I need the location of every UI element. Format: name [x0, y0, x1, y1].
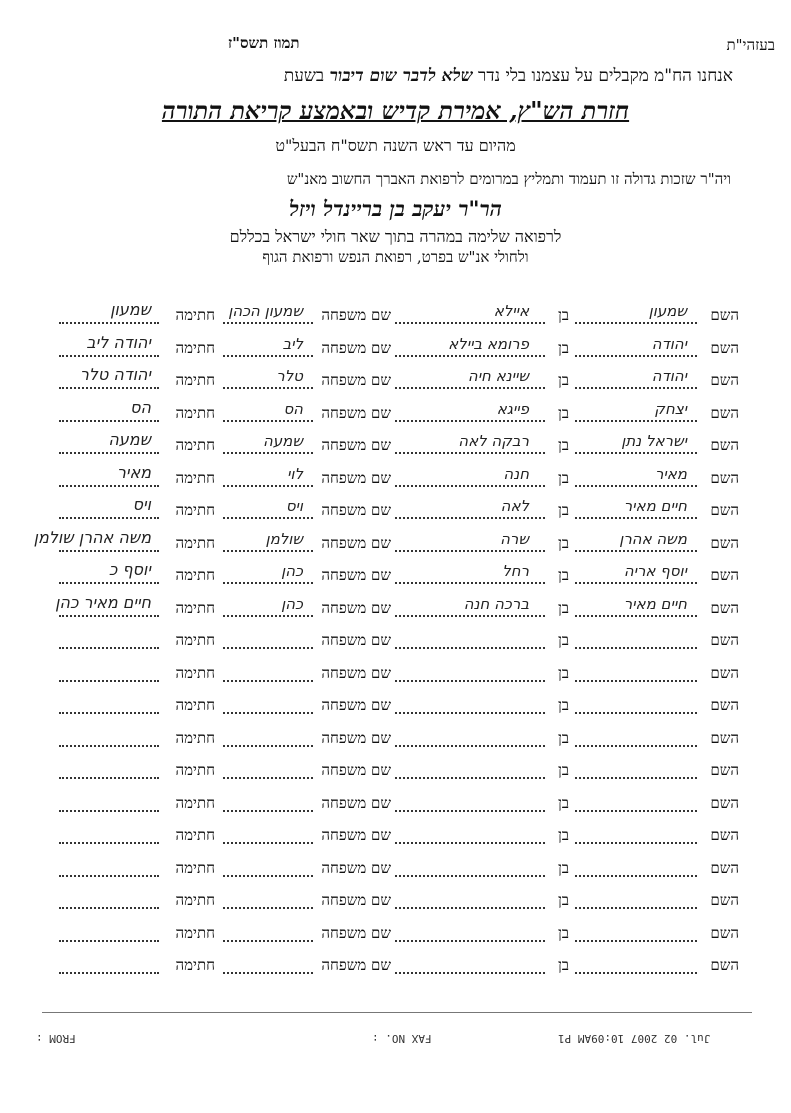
name-line[interactable]: [575, 322, 697, 324]
ben-label: בן: [557, 826, 569, 844]
signature-value: יוסף כ: [108, 560, 151, 579]
name-line[interactable]: [575, 777, 697, 779]
signature-label: חתימה: [175, 468, 215, 487]
ben-label: בן: [557, 436, 569, 454]
signature-row: [0, 885, 791, 915]
signature-label: חתימה: [175, 728, 215, 747]
name-line[interactable]: [575, 355, 697, 357]
name-label: השם: [710, 371, 739, 389]
signature-row: [0, 495, 791, 525]
family-line[interactable]: [223, 647, 313, 649]
name-line[interactable]: [575, 680, 697, 682]
name-label: השם: [710, 858, 739, 877]
patient-name: הר"ר יעקב בן בריינדל ויזל: [289, 196, 502, 221]
family-label: שם משפחה: [321, 761, 391, 779]
signature-row: [0, 430, 791, 460]
family-line[interactable]: [223, 842, 313, 844]
signature-row: [0, 365, 791, 395]
signature-line[interactable]: [59, 582, 159, 584]
name-label: השם: [710, 403, 739, 422]
family-line[interactable]: [223, 712, 313, 714]
name-label: השם: [710, 891, 739, 909]
signature-row: [0, 950, 791, 980]
family-label: שם משפחה: [321, 566, 391, 584]
signature-row: [0, 333, 791, 363]
name-line[interactable]: [575, 875, 697, 877]
name-value: חיים מאיר: [623, 497, 687, 515]
signature-row: [0, 560, 791, 590]
signature-value: ויס: [132, 495, 151, 514]
signature-row: [0, 690, 791, 720]
mother-line[interactable]: [395, 355, 545, 357]
signature-label: חתימה: [175, 891, 215, 909]
pledge-title: חזרת הש"ץ, אמירת קדיש ובאמצע קריאת התורה: [161, 96, 630, 125]
family-label: שם משפחה: [321, 891, 391, 909]
family-value: כהן: [281, 562, 303, 580]
mother-line[interactable]: [395, 550, 545, 552]
family-line[interactable]: [223, 777, 313, 779]
mother-line[interactable]: [395, 517, 545, 519]
signature-label: חתימה: [175, 663, 215, 682]
signature-line[interactable]: [59, 355, 159, 357]
ben-label: בן: [557, 501, 569, 519]
family-line[interactable]: [223, 940, 313, 942]
mother-line[interactable]: [395, 972, 545, 974]
mother-line[interactable]: [395, 940, 545, 942]
signature-line[interactable]: [59, 322, 159, 324]
family-value: ליב: [282, 334, 303, 353]
signature-row: [0, 658, 791, 688]
family-label: שם משפחה: [321, 826, 391, 844]
signature-row: [0, 528, 791, 558]
family-line[interactable]: [223, 810, 313, 812]
mother-value: לאה: [500, 497, 529, 515]
family-line[interactable]: [223, 680, 313, 682]
mother-line[interactable]: [395, 842, 545, 844]
pledge-bold: שלא לדבר שום דיבור: [329, 66, 473, 86]
name-label: השם: [710, 696, 739, 714]
ben-label: בן: [557, 663, 569, 682]
family-label: שם משפחה: [321, 338, 391, 357]
mother-line[interactable]: [395, 322, 545, 324]
name-value: מאיר: [654, 464, 687, 483]
name-label: השם: [710, 728, 739, 747]
signature-line[interactable]: [59, 777, 159, 779]
pledge-suffix: בשעת: [283, 66, 330, 86]
name-line[interactable]: [575, 517, 697, 519]
signature-line[interactable]: [59, 972, 159, 974]
ben-label: בן: [557, 338, 569, 357]
family-label: שם משפחה: [321, 728, 391, 747]
family-line[interactable]: [223, 550, 313, 552]
signature-row: [0, 918, 791, 948]
signature-row: [0, 755, 791, 785]
name-label: השם: [710, 468, 739, 487]
family-value: טלר: [276, 367, 303, 385]
name-value: יצחק: [654, 399, 687, 418]
ben-label: בן: [557, 566, 569, 584]
signature-row: [0, 300, 791, 330]
family-value: הס: [283, 399, 303, 418]
signature-row: [0, 723, 791, 753]
mother-line[interactable]: [395, 680, 545, 682]
signature-row: [0, 820, 791, 850]
name-label: השם: [710, 793, 739, 812]
name-label: השם: [710, 501, 739, 519]
signature-line[interactable]: [59, 745, 159, 747]
signature-line[interactable]: [59, 940, 159, 942]
header-blessing: בעזהי"ת: [726, 36, 775, 54]
family-line[interactable]: [223, 452, 313, 454]
ben-label: בן: [557, 631, 569, 649]
mother-value: ברכה חנה: [463, 594, 529, 613]
name-label: השם: [710, 631, 739, 649]
name-label: השם: [710, 923, 739, 942]
name-value: חיים מאיר: [623, 594, 687, 613]
fax-number: FAX NO. :: [372, 1032, 432, 1045]
signature-label: חתימה: [175, 306, 215, 324]
family-label: שם משפחה: [321, 501, 391, 519]
signature-label: חתימה: [175, 793, 215, 812]
family-label: שם משפחה: [321, 793, 391, 812]
name-label: השם: [710, 663, 739, 682]
signature-line[interactable]: [59, 420, 159, 422]
ben-label: בן: [557, 891, 569, 909]
signature-row: [0, 625, 791, 655]
family-label: שם משפחה: [321, 598, 391, 617]
mother-value: שרה: [500, 529, 529, 548]
name-value: יהודה: [651, 334, 687, 353]
family-label: שם משפחה: [321, 923, 391, 942]
mother-line[interactable]: [395, 712, 545, 714]
family-label: שם משפחה: [321, 306, 391, 324]
family-line[interactable]: [223, 355, 313, 357]
mother-line[interactable]: [395, 875, 545, 877]
signature-line[interactable]: [59, 907, 159, 909]
name-line[interactable]: [575, 615, 697, 617]
family-value: ויס: [285, 497, 303, 515]
mother-line[interactable]: [395, 745, 545, 747]
ben-label: בן: [557, 371, 569, 389]
mother-value: רבקה לאה: [458, 432, 529, 450]
ben-label: בן: [557, 923, 569, 942]
mother-value: שיינא חיה: [467, 367, 529, 385]
name-line[interactable]: [575, 842, 697, 844]
mother-line[interactable]: [395, 582, 545, 584]
family-line[interactable]: [223, 485, 313, 487]
mother-line[interactable]: [395, 907, 545, 909]
signature-line[interactable]: [59, 517, 159, 519]
mother-line[interactable]: [395, 485, 545, 487]
ben-label: בן: [557, 468, 569, 487]
mother-line[interactable]: [395, 420, 545, 422]
signature-line[interactable]: [59, 615, 159, 617]
family-line[interactable]: [223, 517, 313, 519]
ben-label: בן: [557, 793, 569, 812]
signature-label: חתימה: [175, 826, 215, 844]
name-value: ישראל נתן: [621, 432, 687, 450]
family-value: שולמן: [265, 529, 303, 548]
signature-value: מאיר: [116, 462, 151, 482]
family-line[interactable]: [223, 972, 313, 974]
ben-label: בן: [557, 598, 569, 617]
name-label: השם: [710, 306, 739, 324]
signature-value: חיים מאיר כהן: [55, 592, 151, 612]
family-line[interactable]: [223, 615, 313, 617]
name-value: יוסף אריה: [623, 562, 687, 580]
signature-value: משה אהרן שולמן: [33, 527, 151, 547]
signature-line[interactable]: [59, 842, 159, 844]
name-line[interactable]: [575, 810, 697, 812]
family-label: שם משפחה: [321, 403, 391, 422]
signature-value: הס: [130, 397, 151, 417]
name-line[interactable]: [575, 550, 697, 552]
family-line[interactable]: [223, 875, 313, 877]
family-label: שם משפחה: [321, 631, 391, 649]
name-label: השם: [710, 761, 739, 779]
signature-label: חתימה: [175, 598, 215, 617]
signature-label: חתימה: [175, 923, 215, 942]
ben-label: בן: [557, 728, 569, 747]
name-line[interactable]: [575, 452, 697, 454]
family-label: שם משפחה: [321, 468, 391, 487]
footer-rule: [42, 1012, 752, 1013]
name-line[interactable]: [575, 387, 697, 389]
ben-label: בן: [557, 533, 569, 552]
header-date: תמוז תשס"ז: [228, 34, 300, 52]
signature-label: חתימה: [175, 403, 215, 422]
mother-line[interactable]: [395, 452, 545, 454]
name-line[interactable]: [575, 972, 697, 974]
name-line[interactable]: [575, 485, 697, 487]
family-line[interactable]: [223, 745, 313, 747]
family-value: לוי: [287, 464, 303, 483]
merit-line: ויה"ר שזכות גדולה זו תעמוד ותמליץ במרומים לרפואת האברך החשוב מאנ"ש: [286, 170, 731, 188]
signature-line[interactable]: [59, 485, 159, 487]
name-value: שמעון: [648, 302, 687, 320]
ben-label: בן: [557, 956, 569, 974]
pledge-line: [284, 66, 733, 86]
signature-line[interactable]: [59, 452, 159, 454]
family-line[interactable]: [223, 582, 313, 584]
name-line[interactable]: [575, 420, 697, 422]
mother-value: פייגא: [496, 399, 529, 418]
mother-value: פרומא ביילא: [448, 334, 529, 353]
signature-value: יהודה טלר: [79, 365, 151, 384]
mother-line[interactable]: [395, 810, 545, 812]
name-label: השם: [710, 338, 739, 357]
family-label: שם משפחה: [321, 533, 391, 552]
ben-label: בן: [557, 858, 569, 877]
pledge-prefix: אנחנו הח"מ מקבלים על עצמנו בלי נדר: [472, 66, 733, 86]
signature-label: חתימה: [175, 956, 215, 974]
name-line[interactable]: [575, 907, 697, 909]
ben-label: בן: [557, 403, 569, 422]
ben-label: בן: [557, 306, 569, 324]
signature-line[interactable]: [59, 875, 159, 877]
mother-line[interactable]: [395, 647, 545, 649]
signature-line[interactable]: [59, 810, 159, 812]
ben-label: בן: [557, 761, 569, 779]
family-value: כהן: [281, 594, 303, 613]
signature-label: חתימה: [175, 858, 215, 877]
name-label: השם: [710, 533, 739, 552]
mother-value: חנה: [503, 464, 529, 483]
mother-line[interactable]: [395, 777, 545, 779]
name-line[interactable]: [575, 940, 697, 942]
family-line[interactable]: [223, 322, 313, 324]
healing-line: לרפואה שלימה במהרה בתוך שאר חולי ישראל בכללם: [229, 227, 562, 246]
signature-row: [0, 853, 791, 883]
name-line[interactable]: [575, 647, 697, 649]
name-value: משה אהרן: [619, 529, 687, 548]
signature-line[interactable]: [59, 712, 159, 714]
signature-row: [0, 788, 791, 818]
name-label: השם: [710, 436, 739, 454]
name-label: השם: [710, 598, 739, 617]
family-value: שמעון הכהן: [228, 302, 303, 320]
signature-label: חתימה: [175, 761, 215, 779]
signature-row: [0, 398, 791, 428]
name-line[interactable]: [575, 745, 697, 747]
family-label: שם משפחה: [321, 956, 391, 974]
signature-label: חתימה: [175, 436, 215, 454]
family-label: שם משפחה: [321, 436, 391, 454]
name-line[interactable]: [575, 712, 697, 714]
signature-label: חתימה: [175, 338, 215, 357]
others-line: ולחולי אנ"ש בפרט, רפואת הנפש ורפואת הגוף: [262, 248, 529, 266]
signature-value: שמעון: [110, 300, 151, 319]
name-value: יהודה: [651, 367, 687, 385]
mother-value: רחל: [502, 562, 529, 580]
fax-stamp: Jul. 02 2007 10:09AM P1: [558, 1032, 711, 1045]
signature-line[interactable]: [59, 387, 159, 389]
signature-label: חתימה: [175, 631, 215, 649]
family-line[interactable]: [223, 420, 313, 422]
name-label: השם: [710, 566, 739, 584]
family-label: שם משפחה: [321, 696, 391, 714]
family-line[interactable]: [223, 387, 313, 389]
mother-value: איילא: [493, 302, 529, 320]
family-label: שם משפחה: [321, 663, 391, 682]
name-line[interactable]: [575, 582, 697, 584]
signature-label: חתימה: [175, 566, 215, 584]
signature-value: שמעה: [108, 430, 151, 449]
mother-line[interactable]: [395, 615, 545, 617]
signature-row: [0, 593, 791, 623]
signature-label: חתימה: [175, 371, 215, 389]
signature-line[interactable]: [59, 550, 159, 552]
family-value: שמעה: [262, 432, 303, 450]
family-label: שם משפחה: [321, 858, 391, 877]
family-line[interactable]: [223, 907, 313, 909]
name-label: השם: [710, 956, 739, 974]
signature-line[interactable]: [59, 680, 159, 682]
ben-label: בן: [557, 696, 569, 714]
pledge-period: מהיום עד ראש השנה תשס"ח הבעל"ט: [275, 136, 516, 155]
name-label: השם: [710, 826, 739, 844]
family-label: שם משפחה: [321, 371, 391, 389]
signature-line[interactable]: [59, 647, 159, 649]
signature-row: [0, 463, 791, 493]
mother-line[interactable]: [395, 387, 545, 389]
signature-label: חתימה: [175, 533, 215, 552]
signature-label: חתימה: [175, 696, 215, 714]
fax-from: FROM :: [36, 1032, 76, 1045]
signature-value: יהודה ליב: [86, 332, 151, 352]
signature-label: חתימה: [175, 501, 215, 519]
